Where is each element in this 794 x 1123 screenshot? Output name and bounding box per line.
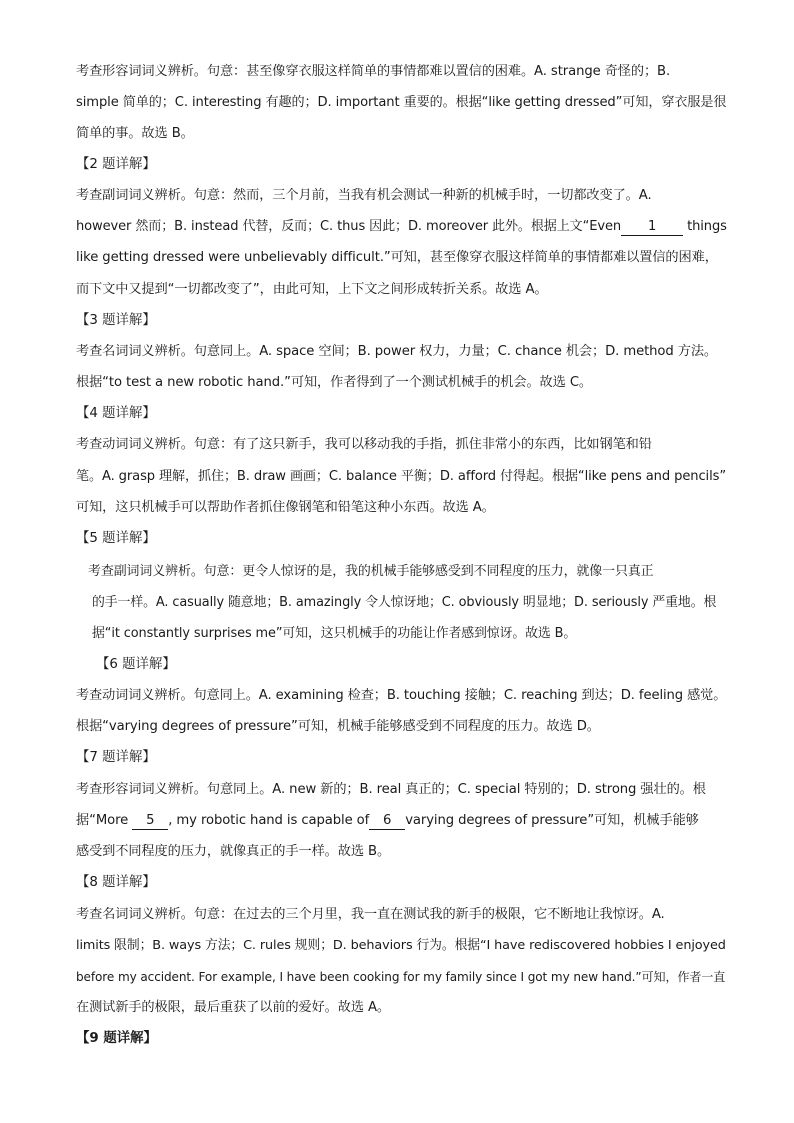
text-line: before my accident. For example, I have been cooking for my family since I got my new hand.”可知，作者一直 [76, 970, 726, 984]
text-line: 考查名词词义辨析。句意同上。A. space 空间；B. power 权力，力量；C. chance 机会；D. method 方法。 [76, 344, 718, 359]
text-line: simple 简单的；C. interesting 有趣的；D. important 重要的。根据“like getting dressed”可知，穿衣服是很 [76, 95, 727, 110]
text-line: 感受到不同程度的压力，就像真正的手一样。故选 B。 [76, 844, 391, 859]
text-segment: however 然而；B. instead 代替，反而；C. thus 因此；D. moreover 此外。根据上文“Even [76, 219, 622, 234]
section-heading-8: 【8 题详解】 [76, 875, 156, 890]
text-line: like getting dressed were unbelievably difficult.”可知，甚至像穿衣服这样简单的事情都难以置信的困难， [76, 250, 718, 265]
section-heading-3: 【3 题详解】 [76, 313, 156, 328]
section-heading-6: 【6 题详解】 [96, 657, 176, 672]
text-line: 的手一样。A. casually 随意地；B. amazingly 令人惊讶地；C. obviously 明显地；D. seriously 严重地。根 [92, 595, 717, 610]
blank-number: 6 [369, 813, 405, 830]
text-line [76, 811, 726, 831]
section-heading-7: 【7 题详解】 [76, 750, 156, 765]
section-heading-5: 【5 题详解】 [76, 531, 156, 546]
text-segment: varying degrees of pressure”可知，机械手能够 [405, 813, 699, 828]
text-line: 在测试新手的极限，最后重获了以前的爱好。故选 A。 [76, 1000, 391, 1015]
text-line: 而下文中又提到“一切都改变了”，由此可知，上下文之间形成转折关系。故选 A。 [76, 282, 548, 297]
text-line: 据“it constantly surprises me”可知，这只机械手的功能让作者感到惊讶。故选 B。 [92, 626, 577, 641]
text-line: 根据“to test a new robotic hand.”可知，作者得到了一个测试机械手的机会。故选 C。 [76, 375, 593, 390]
section-heading-9: 【9 题详解】 [76, 1031, 157, 1046]
section-heading-4: 【4 题详解】 [76, 406, 156, 421]
blank-number: 1 [621, 219, 683, 236]
text-line: 考查名词词义辨析。句意：在过去的三个月里，我一直在测试我的新手的极限，它不断地让我惊讶。A. [76, 907, 665, 922]
text-line: 考查动词词义辨析。句意同上。A. examining 检查；B. touching 接触；C. reaching 到达；D. feeling 感觉。 [76, 688, 727, 703]
text-line: limits 限制；B. ways 方法；C. rules 规则；D. behaviors 行为。根据“I have rediscovered hobbies I enjoyed [76, 938, 726, 953]
section-heading-2: 【2 题详解】 [76, 157, 156, 172]
text-line [76, 217, 726, 237]
text-line: 根据“varying degrees of pressure”可知，机械手能够感受到不同程度的压力。故选 D。 [76, 719, 600, 734]
text-segment: 据“More [76, 813, 129, 828]
blank-number: 5 [132, 813, 168, 830]
text-segment: things [687, 219, 727, 234]
text-line: 简单的事。故选 B。 [76, 126, 194, 141]
text-segment: , my robotic hand is capable of [168, 813, 370, 828]
text-line: 笔。A. grasp 理解，抓住；B. draw 画画；C. balance 平衡；D. afford 付得起。根据“like pens and pencils” [76, 469, 727, 484]
text-line: 考查副词词义辨析。句意：更令人惊讶的是，我的机械手能够感受到不同程度的压力，就像一只真正 [88, 564, 654, 579]
text-line: 可知，这只机械手可以帮助作者抓住像钢笔和铅笔这种小东西。故选 A。 [76, 500, 495, 515]
text-line: 考查副词词义辨析。句意：然而，三个月前，当我有机会测试一种新的机械手时，一切都改变了。A. [76, 188, 652, 203]
text-line: 考查形容词词义辨析。句意同上。A. new 新的；B. real 真正的；C. special 特别的；D. strong 强壮的。根 [76, 782, 706, 797]
text-line: 考查动词词义辨析。句意：有了这只新手，我可以移动我的手指，抓住非常小的东西，比如钢笔和铅 [76, 437, 652, 452]
text-line: 考查形容词词义辨析。句意：甚至像穿衣服这样简单的事情都难以置信的困难。A. strange 奇怪的；B. [76, 64, 671, 79]
